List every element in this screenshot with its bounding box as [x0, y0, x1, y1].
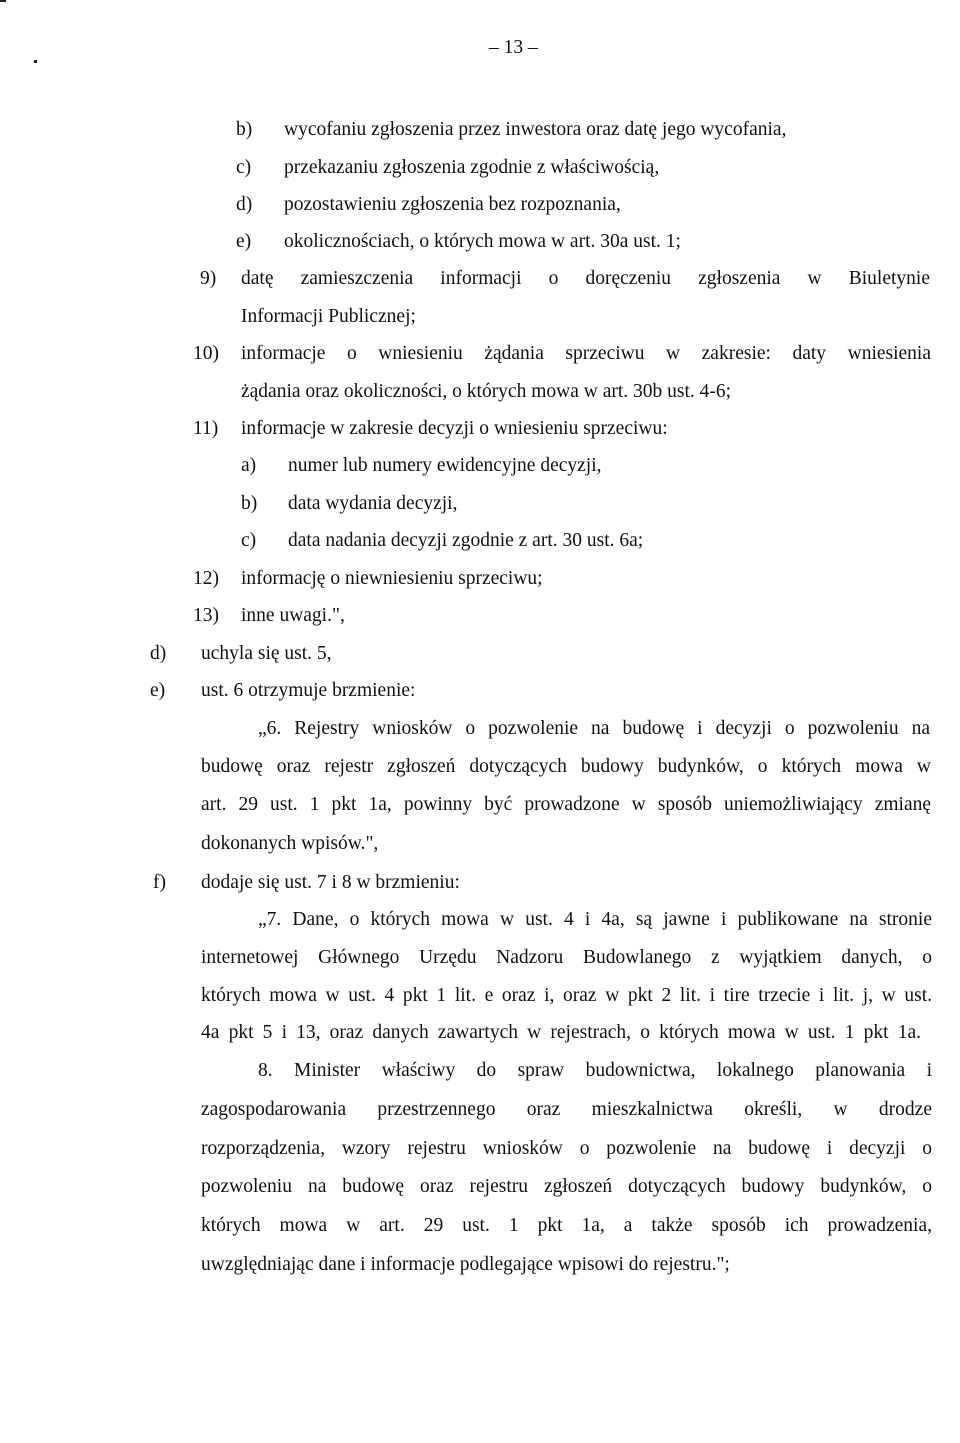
point-label-11: 11): [193, 418, 219, 439]
item-label-b: b): [236, 119, 253, 140]
letter-text-e: ust. 6 otrzymuje brzmienie:: [201, 680, 416, 701]
item-text-c: przekazaniu zgłoszenia zgodnie z właściwością,: [284, 157, 660, 178]
point-13-text: inne uwagi.",: [241, 605, 345, 626]
quote-6-line-2: budowę oraz rejestr zgłoszeń dotyczących budowy budynków, o których mowa w: [201, 756, 931, 777]
point-label-10: 10): [193, 343, 219, 364]
quote-7-line-4: 4a pkt 5 i 13, oraz danych zawartych w rejestrach, o których mowa w ust. 1 pkt 1a.: [201, 1022, 921, 1043]
quote-8-line-4: pozwoleniu na budowę oraz rejestru zgłoszeń dotyczących budowy budynków, o: [201, 1176, 932, 1197]
point-11-label-b: b): [241, 493, 258, 514]
item-label-e: e): [236, 231, 252, 252]
point-11-text-c: data nadania decyzji zgodnie z art. 30 ust. 6a;: [288, 530, 644, 551]
quote-6-line-3: art. 29 ust. 1 pkt 1a, powinny być prowadzone w sposób uniemożliwiający zmianę: [201, 794, 931, 815]
point-11-label-a: a): [241, 455, 257, 476]
item-label-c: c): [236, 157, 252, 178]
point-10-line-1: informacje o wniesieniu żądania sprzeciwu w zakresie: daty wniesienia: [241, 343, 931, 364]
quote-8-line-6: uwzględniając dane i informacje podlegające wpisowi do rejestru.";: [201, 1254, 730, 1275]
item-text-d: pozostawieniu zgłoszenia bez rozpoznania,: [284, 194, 621, 215]
point-11-text-a: numer lub numery ewidencyjne decyzji,: [288, 455, 602, 476]
scan-dot: [34, 60, 37, 63]
letter-label-d: d): [150, 643, 167, 664]
quote-8-line-5: których mowa w art. 29 ust. 1 pkt 1a, a także sposób ich prowadzenia,: [201, 1215, 932, 1236]
point-11-text: informacje w zakresie decyzji o wniesieniu sprzeciwu:: [241, 418, 668, 439]
point-label-12: 12): [193, 568, 219, 589]
letter-text-f: dodaje się ust. 7 i 8 w brzmieniu:: [201, 872, 460, 893]
quote-8-line-1: 8. Minister właściwy do spraw budownictwa, lokalnego planowania i: [258, 1060, 932, 1081]
quote-7-line-3: których mowa w ust. 4 pkt 1 lit. e oraz i, oraz w pkt 2 lit. i tire trzecie i lit. j, w ust.: [201, 985, 932, 1006]
point-11-label-c: c): [241, 530, 257, 551]
item-label-d: d): [236, 194, 253, 215]
letter-label-f: f): [153, 872, 166, 893]
item-text-e: okolicznościach, o których mowa w art. 30a ust. 1;: [284, 231, 681, 252]
letter-label-e: e): [150, 680, 166, 701]
point-label-9: 9): [200, 268, 217, 289]
scan-mark: [0, 0, 6, 2]
point-12-text: informację o niewniesieniu sprzeciwu;: [241, 568, 543, 589]
point-11-text-b: data wydania decyzji,: [288, 493, 458, 514]
point-9-line-1: datę zamieszczenia informacji o doręczeniu zgłoszenia w Biuletynie: [241, 268, 930, 289]
quote-8-line-2: zagospodarowania przestrzennego oraz mieszkalnictwa określi, w drodze: [201, 1099, 932, 1120]
quote-6-line-1: „6. Rejestry wniosków o pozwolenie na budowę i decyzji o pozwoleniu na: [258, 718, 930, 739]
letter-text-d: uchyla się ust. 5,: [201, 643, 332, 664]
quote-6-line-4: dokonanych wpisów.",: [201, 833, 379, 854]
item-text-b: wycofaniu zgłoszenia przez inwestora oraz datę jego wycofania,: [284, 119, 787, 140]
quote-7-line-1: „7. Dane, o których mowa w ust. 4 i 4a, są jawne i publikowane na stronie: [258, 909, 932, 930]
point-label-13: 13): [193, 605, 219, 626]
quote-8-line-3: rozporządzenia, wzory rejestru wniosków o pozwolenie na budowę i decyzji o: [201, 1138, 932, 1159]
quote-7-line-2: internetowej Głównego Urzędu Nadzoru Budowlanego z wyjątkiem danych, o: [201, 947, 932, 968]
point-10-line-2: żądania oraz okoliczności, o których mowa w art. 30b ust. 4-6;: [241, 381, 732, 402]
page-number: – 13 –: [489, 37, 538, 58]
point-9-line-2: Informacji Publicznej;: [241, 306, 416, 327]
